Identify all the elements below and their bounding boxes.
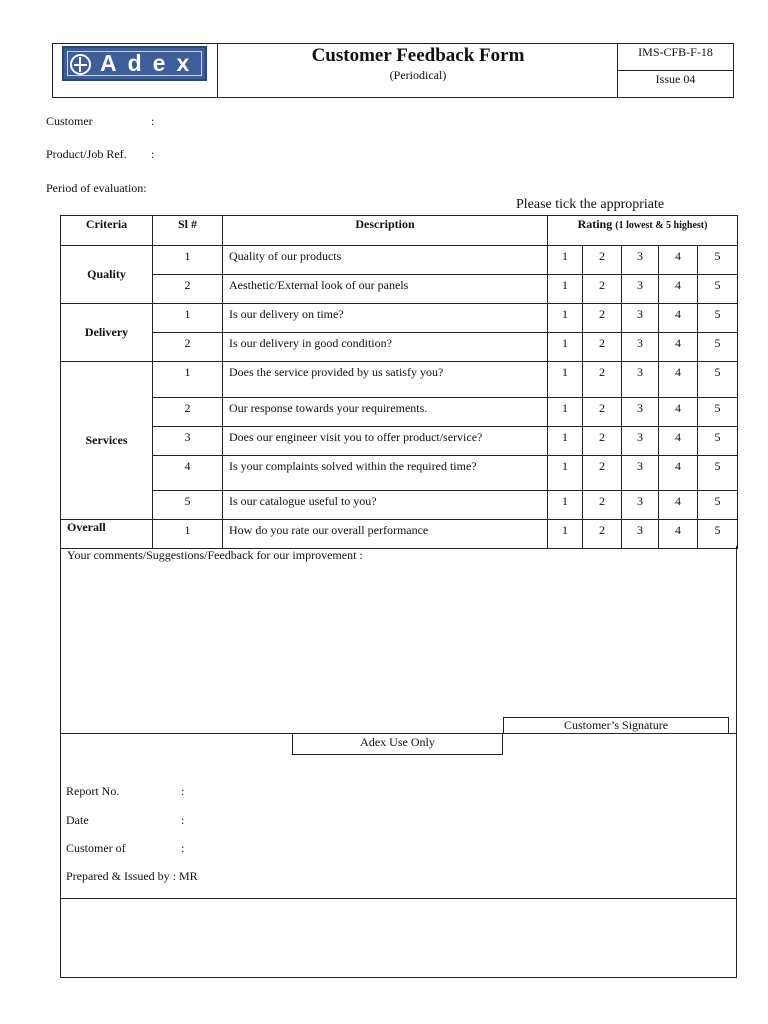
adex-logo	[62, 46, 207, 81]
rating-option-4[interactable]: 4	[659, 246, 698, 275]
rating-option-1[interactable]: 1	[548, 520, 583, 549]
divider	[617, 70, 734, 71]
table-row	[61, 398, 738, 427]
rating-option-3[interactable]: 3	[622, 398, 659, 427]
rating-option-1[interactable]: 1	[548, 362, 583, 398]
rating-option-1[interactable]: 1	[548, 246, 583, 275]
form-subtitle: (Periodical)	[389, 68, 447, 82]
rating-option-2[interactable]: 2	[583, 520, 622, 549]
rating-option-4[interactable]: 4	[659, 427, 698, 456]
logo-text: Adex	[100, 50, 201, 76]
feedback-table	[60, 215, 738, 549]
prepared-by-label: Prepared & Issued by : MR	[66, 869, 198, 883]
description-cell: Our response towards your requirements.	[223, 398, 548, 427]
table-header-row	[61, 216, 738, 246]
office-use-title: Adex Use Only	[360, 735, 435, 749]
rating-option-2[interactable]: 2	[583, 275, 622, 304]
signature-label: Customer’s Signature	[563, 718, 669, 732]
rating-option-2[interactable]: 2	[583, 398, 622, 427]
form-title: Customer Feedback Form	[311, 45, 525, 66]
rating-option-3[interactable]: 3	[622, 427, 659, 456]
sl-cell: 2	[153, 333, 223, 362]
customer-label: Customer	[46, 114, 93, 128]
report-no-label: Report No.	[66, 784, 120, 798]
description-cell: Is our delivery in good condition?	[223, 333, 548, 362]
table-row	[61, 362, 738, 398]
rating-note: (1 lowest & 5 highest)	[615, 220, 708, 231]
rating-option-4[interactable]: 4	[659, 275, 698, 304]
rating-option-4[interactable]: 4	[659, 520, 698, 549]
comments-box[interactable]	[60, 546, 737, 734]
adex-logo-icon	[70, 54, 91, 75]
sl-cell: 2	[153, 398, 223, 427]
rating-option-3[interactable]: 3	[622, 275, 659, 304]
rating-option-1[interactable]: 1	[548, 456, 583, 491]
rating-option-5[interactable]: 5	[698, 333, 738, 362]
customer-of-sep: :	[181, 841, 185, 855]
rating-option-1[interactable]: 1	[548, 398, 583, 427]
rating-option-5[interactable]: 5	[698, 520, 738, 549]
report-no-field[interactable]	[190, 780, 490, 800]
rating-option-3[interactable]: 3	[622, 304, 659, 333]
date-field[interactable]	[190, 809, 490, 829]
rating-option-2[interactable]: 2	[583, 491, 622, 520]
product-ref-field[interactable]	[160, 143, 500, 163]
rating-option-1[interactable]: 1	[548, 491, 583, 520]
table-row	[61, 456, 738, 491]
criteria-header: Criteria	[61, 216, 153, 246]
footer-box	[60, 898, 737, 978]
rating-option-4[interactable]: 4	[659, 456, 698, 491]
issue-number: Issue 04	[655, 72, 696, 86]
rating-option-3[interactable]: 3	[622, 520, 659, 549]
rating-option-2[interactable]: 2	[583, 362, 622, 398]
product-ref-sep: :	[151, 147, 155, 161]
sl-cell: 1	[153, 520, 223, 549]
instruction-text: Please tick the appropriate	[516, 197, 665, 212]
sl-cell: 2	[153, 275, 223, 304]
description-cell: Does the service provided by us satisfy you?	[223, 362, 548, 398]
doc-code: IMS-CFB-F-18	[638, 45, 713, 59]
rating-option-2[interactable]: 2	[583, 246, 622, 275]
criteria-cell: Delivery	[61, 304, 153, 362]
rating-option-3[interactable]: 3	[622, 362, 659, 398]
customer-of-field[interactable]	[190, 837, 490, 857]
rating-option-4[interactable]: 4	[659, 333, 698, 362]
sl-cell: 3	[153, 427, 223, 456]
table-row	[61, 304, 738, 333]
criteria-cell: Quality	[61, 246, 153, 304]
customer-sep: :	[151, 114, 155, 128]
description-cell: How do you rate our overall performance	[223, 520, 548, 549]
criteria-cell: Overall	[61, 520, 153, 549]
description-header: Description	[223, 216, 548, 246]
rating-option-4[interactable]: 4	[659, 491, 698, 520]
description-cell: Is our catalogue useful to you?	[223, 491, 548, 520]
sl-cell: 1	[153, 362, 223, 398]
rating-header	[548, 216, 738, 246]
rating-option-4[interactable]: 4	[659, 398, 698, 427]
rating-option-5[interactable]: 5	[698, 362, 738, 398]
sl-cell: 5	[153, 491, 223, 520]
description-cell: Is your complaints solved within the required time?	[223, 456, 548, 491]
product-ref-label: Product/Job Ref.	[46, 147, 127, 161]
table-row	[61, 275, 738, 304]
report-no-sep: :	[181, 784, 185, 798]
rating-option-1[interactable]: 1	[548, 427, 583, 456]
table-row	[61, 246, 738, 275]
description-cell: Aesthetic/External look of our panels	[223, 275, 548, 304]
rating-option-1[interactable]: 1	[548, 333, 583, 362]
rating-option-5[interactable]: 5	[698, 304, 738, 333]
description-cell: Quality of our products	[223, 246, 548, 275]
rating-option-2[interactable]: 2	[583, 427, 622, 456]
rating-option-4[interactable]: 4	[659, 304, 698, 333]
rating-option-5[interactable]: 5	[698, 427, 738, 456]
rating-option-2[interactable]: 2	[583, 304, 622, 333]
rating-option-3[interactable]: 3	[622, 333, 659, 362]
description-cell: Is our delivery on time?	[223, 304, 548, 333]
rating-option-5[interactable]: 5	[698, 456, 738, 491]
sl-header: Sl #	[153, 216, 223, 246]
table-row	[61, 491, 738, 520]
rating-option-5[interactable]: 5	[698, 246, 738, 275]
sl-cell: 1	[153, 304, 223, 333]
date-sep: :	[181, 813, 185, 827]
sl-cell: 4	[153, 456, 223, 491]
rating-option-5[interactable]: 5	[698, 491, 738, 520]
rating-option-5[interactable]: 5	[698, 398, 738, 427]
customer-of-label: Customer of	[66, 841, 126, 855]
date-label: Date	[66, 813, 89, 827]
rating-option-3[interactable]: 3	[622, 491, 659, 520]
table-row	[61, 427, 738, 456]
period-field[interactable]	[160, 177, 500, 197]
sl-cell: 1	[153, 246, 223, 275]
rating-option-3[interactable]: 3	[622, 456, 659, 491]
rating-option-5[interactable]: 5	[698, 275, 738, 304]
rating-option-4[interactable]: 4	[659, 362, 698, 398]
comments-label: Your comments/Suggestions/Feedback for our improvement :	[67, 548, 363, 562]
rating-option-2[interactable]: 2	[583, 333, 622, 362]
rating-option-1[interactable]: 1	[548, 275, 583, 304]
rating-option-2[interactable]: 2	[583, 456, 622, 491]
criteria-cell: Services	[61, 362, 153, 520]
table-row	[61, 520, 738, 549]
rating-option-3[interactable]: 3	[622, 246, 659, 275]
period-label: Period of evaluation:	[46, 181, 147, 195]
rating-option-1[interactable]: 1	[548, 304, 583, 333]
table-row	[61, 333, 738, 362]
rating-header-label: Rating	[577, 217, 613, 231]
customer-field[interactable]	[160, 110, 500, 130]
description-cell: Does our engineer visit you to offer product/service?	[223, 427, 548, 456]
